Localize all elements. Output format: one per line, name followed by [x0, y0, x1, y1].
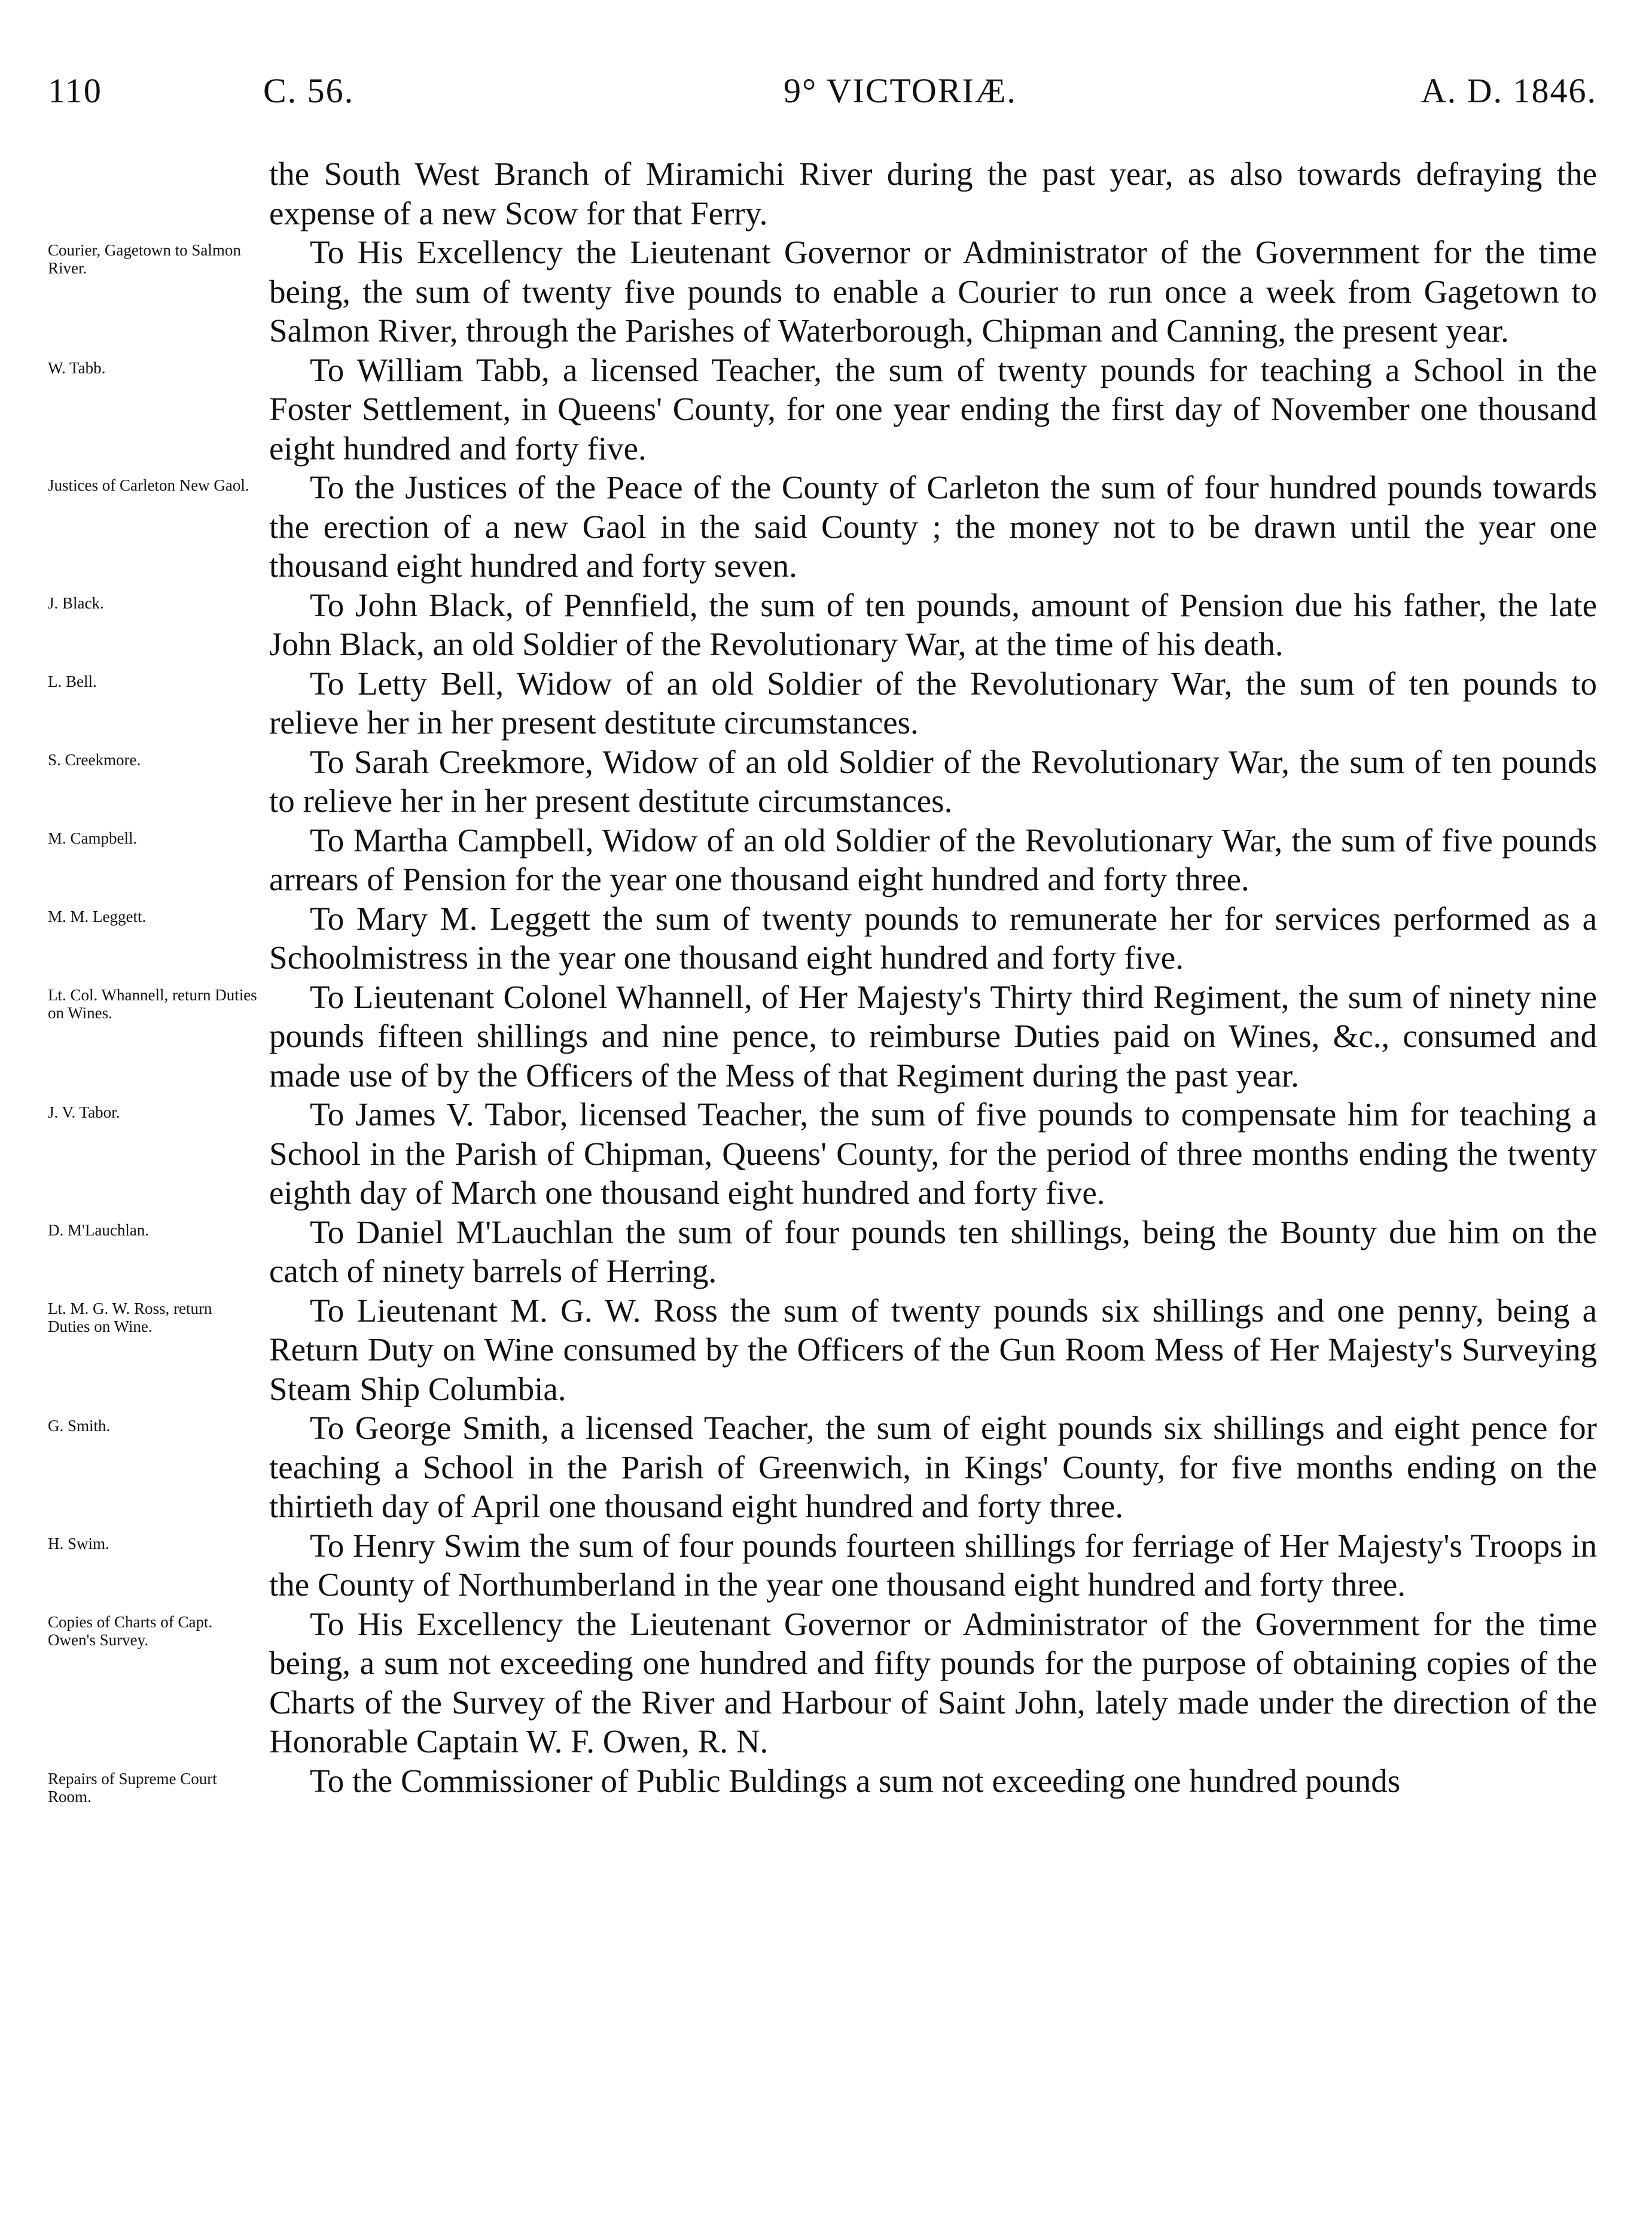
paragraph-text: To Martha Campbell, Widow of an old Soldier of the Revolutionary War, the sum of five pounds arrears of Pension for the year one thousand eight hundred and forty three. — [269, 821, 1597, 897]
paragraph-s-creekmore — [48, 742, 1597, 821]
page-number: 110 — [48, 71, 102, 110]
margin-note: Courier, Gagetown to Salmon River. — [48, 241, 241, 277]
margin-note: Copies of Charts of Capt. Owen's Survey. — [48, 1612, 213, 1649]
margin-note: M. M. Leggett. — [48, 907, 147, 926]
paragraph-text: To Daniel M'Lauchlan the sum of four pounds ten shillings, being the Bounty due him on the catch of ninety barrels of Herring. — [269, 1213, 1597, 1289]
paragraph-text: the South West Branch of Miramichi River during the past year, as also towards defraying the expense of a new Scow for that Ferry. — [269, 156, 1597, 232]
paragraph-ross — [48, 1291, 1597, 1409]
margin-note: W. Tabb. — [48, 358, 106, 377]
paragraph-text: To Lieutenant M. G. W. Ross the sum of twenty pounds six shillings and one penny, being a Return Duty on Wine consumed by the Officers of the Gun Room Mess of Her Majesty's Surveying Steam Ship Columbia. — [269, 1292, 1597, 1407]
paragraph-court-room — [48, 1761, 1597, 1806]
paragraph-m-lauchlan — [48, 1213, 1597, 1291]
document-body — [48, 154, 1597, 1806]
paragraph-text: To the Justices of the Peace of the County of Carleton the sum of four hundred pounds towards the erection of a new Gaol in the said County ; the money not to be drawn until the year one thousand eight hundred and forty seven. — [269, 469, 1597, 584]
paragraph-text: To Mary M. Leggett the sum of twenty pounds to remunerate her for services performed as a Schoolmistress in the year one thousand eight hundred and forty five. — [269, 900, 1597, 976]
paragraph-text: To His Excellency the Lieutenant Governor or Administrator of the Government for the time being, the sum of twenty five pounds to enable a Courier to run once a week from Gagetown to Salmon River, through the Parishes of Waterborough, Chipman and Canning, the present year. — [269, 234, 1597, 349]
paragraph-h-swim — [48, 1526, 1597, 1605]
paragraph-whannell — [48, 978, 1597, 1095]
paragraph-text: To George Smith, a licensed Teacher, the sum of eight pounds six shillings and eight pence for teaching a School in the Parish of Greenwich, in Kings' County, for five months ending on the thirtieth day of April one thousand eight hundred and forty three. — [269, 1410, 1597, 1524]
margin-note: Lt. M. G. W. Ross, return Duties on Wine. — [48, 1299, 212, 1335]
margin-note: J. Black. — [48, 593, 104, 612]
paragraph-text: To James V. Tabor, licensed Teacher, the sum of five pounds to compensate him for teaching a School in the Parish of Chipman, Queens' County, for the period of three months ending the twenty eighth day of March one thousand eight hundred and forty five. — [269, 1096, 1597, 1211]
margin-note: Repairs of Supreme Court Room. — [48, 1769, 217, 1806]
paragraph-l-bell — [48, 664, 1597, 742]
paragraph-text: To Henry Swim the sum of four pounds fourteen shillings for ferriage of Her Majesty's Troops in the County of Northumberland in the year one thousand eight hundred and forty three. — [269, 1527, 1597, 1603]
margin-note: L. Bell. — [48, 672, 97, 690]
paragraph-carleton-gaol — [48, 468, 1597, 586]
page-header — [48, 71, 1597, 118]
margin-note: S. Creekmore. — [48, 750, 141, 769]
paragraph-j-black — [48, 586, 1597, 664]
margin-note: H. Swim. — [48, 1534, 109, 1553]
regnal-year: 9° VICTORIÆ. — [784, 71, 1017, 110]
margin-note: G. Smith. — [48, 1417, 111, 1435]
paragraph-j-v-tabor — [48, 1095, 1597, 1213]
paragraph-w-tabb — [48, 351, 1597, 468]
paragraph-text: To His Excellency the Lieutenant Governor or Administrator of the Government for the time being, a sum not exceeding one hundred and fifty pounds for the purpose of obtaining copies of the Charts of the Survey of the River and Harbour of Saint John, lately made under the direction of the Honorable Captain W. F. Owen, R. N. — [269, 1605, 1597, 1760]
margin-note: M. Campbell. — [48, 829, 138, 847]
margin-note: Lt. Col. Whannell, return Duties on Wines. — [48, 985, 257, 1022]
paragraph-owen-charts — [48, 1605, 1597, 1761]
paragraph-m-m-leggett — [48, 899, 1597, 978]
paragraph-text: To the Commissioner of Public Buldings a sum not exceeding one hundred pounds — [310, 1762, 1401, 1799]
paragraph-courier-gagetown — [48, 233, 1597, 351]
paragraph-m-campbell — [48, 821, 1597, 899]
calendar-year: A. D. 1846. — [1421, 71, 1597, 110]
paragraph-text: To William Tabb, a licensed Teacher, the sum of twenty pounds for teaching a School in the Foster Settlement, in Queens' County, for one year ending the first day of November one thousand eight hundred and forty five. — [269, 351, 1597, 467]
paragraph-text: To John Black, of Pennfield, the sum of ten pounds, amount of Pension due his father, the late John Black, an old Soldier of the Revolutionary War, at the time of his death. — [269, 586, 1597, 662]
paragraph-text: To Letty Bell, Widow of an old Soldier of the Revolutionary War, the sum of ten pounds to relieve her in her present destitute circumstances. — [269, 665, 1597, 741]
paragraph-text: To Sarah Creekmore, Widow of an old Soldier of the Revolutionary War, the sum of ten pounds to relieve her in her present destitute circumstances. — [269, 743, 1597, 819]
margin-note: D. M'Lauchlan. — [48, 1221, 150, 1239]
paragraph-continuation — [48, 154, 1597, 233]
margin-note: J. V. Tabor. — [48, 1103, 120, 1121]
margin-note: Justices of Carleton New Gaol. — [48, 476, 249, 494]
paragraph-text: To Lieutenant Colonel Whannell, of Her Majesty's Thirty third Regiment, the sum of ninety nine pounds fifteen shillings and nine pence, to reimburse Duties paid on Wines, &c., consumed and made use of by the Officers of the Mess of that Regiment during the past year. — [269, 978, 1597, 1094]
paragraph-g-smith — [48, 1408, 1597, 1526]
chapter-number: C. 56. — [263, 71, 355, 110]
